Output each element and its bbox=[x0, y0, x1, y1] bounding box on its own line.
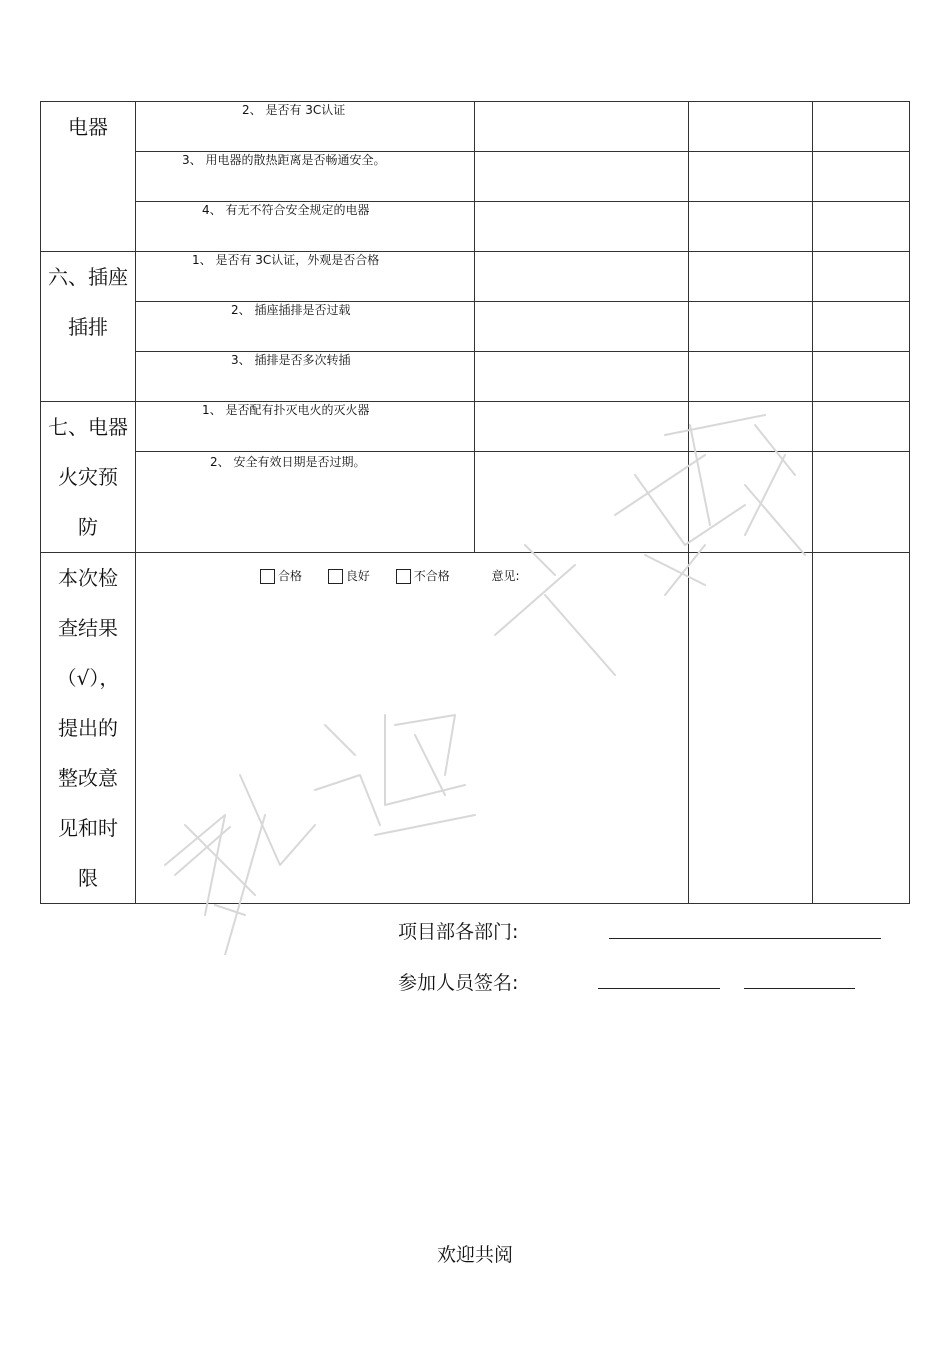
blank-cell[interactable] bbox=[475, 152, 689, 202]
result-cell bbox=[136, 553, 689, 904]
checkbox[interactable] bbox=[260, 569, 275, 584]
blank-cell[interactable] bbox=[475, 102, 689, 152]
dept-label: 项目部各部门: bbox=[398, 921, 519, 943]
blank-cell[interactable] bbox=[813, 452, 910, 553]
opinion-label: 意见: bbox=[491, 569, 520, 583]
blank-cell[interactable] bbox=[813, 202, 910, 252]
blank-cell[interactable] bbox=[475, 202, 689, 252]
check-item-text: 2、 安全有效日期是否过期。 bbox=[210, 455, 366, 470]
category-label: 火灾预 bbox=[58, 465, 118, 489]
check-item bbox=[136, 102, 475, 152]
category-fire bbox=[41, 402, 136, 553]
table-row bbox=[41, 452, 910, 553]
option-good-label: 良好 bbox=[345, 569, 370, 583]
category-label: 插排 bbox=[68, 315, 108, 339]
category-label: 电器 bbox=[68, 115, 108, 139]
checkbox[interactable] bbox=[328, 569, 343, 584]
blank-cell[interactable] bbox=[813, 252, 910, 302]
category-label: （√）， bbox=[56, 666, 120, 690]
table-row bbox=[41, 352, 910, 402]
blank-cell[interactable] bbox=[689, 553, 813, 904]
blank-cell[interactable] bbox=[475, 252, 689, 302]
category-label: 本次检 bbox=[58, 566, 118, 590]
inspection-table bbox=[40, 101, 910, 904]
people-label: 参加人员签名: bbox=[398, 972, 519, 994]
category-label: 防 bbox=[78, 515, 98, 539]
blank-cell[interactable] bbox=[813, 553, 910, 904]
check-item bbox=[136, 352, 475, 402]
check-item-text: 1、 是否有 3C认证，外观是否合格 bbox=[192, 253, 380, 267]
option-pass[interactable] bbox=[260, 567, 302, 584]
blank-cell[interactable] bbox=[689, 202, 813, 252]
signature-line[interactable] bbox=[598, 988, 720, 989]
signature-line[interactable] bbox=[744, 988, 855, 989]
table-row bbox=[41, 102, 910, 152]
blank-cell[interactable] bbox=[689, 402, 813, 452]
blank-cell[interactable] bbox=[813, 152, 910, 202]
check-item bbox=[136, 402, 475, 452]
option-pass-label: 合格 bbox=[278, 569, 303, 583]
table-row bbox=[41, 302, 910, 352]
dept-signature-line[interactable] bbox=[609, 938, 881, 939]
blank-cell[interactable] bbox=[689, 252, 813, 302]
option-fail[interactable] bbox=[396, 567, 450, 584]
blank-cell[interactable] bbox=[813, 302, 910, 352]
blank-cell[interactable] bbox=[689, 152, 813, 202]
blank-cell[interactable] bbox=[475, 302, 689, 352]
category-label: 整改意 bbox=[58, 766, 118, 790]
category-label: 七、电器 bbox=[48, 415, 128, 439]
check-item-text: 4、 有无不符合安全规定的电器 bbox=[202, 203, 370, 217]
check-item-text: 1、 是否配有扑灭电火的灭火器 bbox=[202, 403, 370, 417]
blank-cell[interactable] bbox=[475, 352, 689, 402]
footer-text: 欢迎共阅 bbox=[436, 1244, 513, 1266]
blank-cell[interactable] bbox=[689, 352, 813, 402]
category-result bbox=[41, 553, 136, 904]
check-item-text: 2、 插座插排是否过载 bbox=[231, 303, 351, 317]
blank-cell[interactable] bbox=[689, 452, 813, 553]
table-row bbox=[41, 252, 910, 302]
category-label: 见和时 bbox=[58, 816, 118, 840]
table-row bbox=[41, 202, 910, 252]
check-item bbox=[136, 152, 475, 202]
check-item bbox=[136, 452, 475, 553]
check-item bbox=[136, 252, 475, 302]
checkbox[interactable] bbox=[396, 569, 411, 584]
check-item-text: 3、 插排是否多次转插 bbox=[231, 353, 351, 367]
blank-cell[interactable] bbox=[813, 352, 910, 402]
table-row bbox=[41, 152, 910, 202]
option-good[interactable] bbox=[328, 567, 370, 584]
category-label: 限 bbox=[78, 866, 98, 890]
blank-cell[interactable] bbox=[813, 402, 910, 452]
category-socket bbox=[41, 252, 136, 402]
check-item bbox=[136, 202, 475, 252]
table-row bbox=[41, 402, 910, 452]
blank-cell[interactable] bbox=[475, 452, 689, 553]
option-fail-label: 不合格 bbox=[413, 569, 450, 583]
check-item bbox=[136, 302, 475, 352]
result-options bbox=[260, 567, 520, 584]
blank-cell[interactable] bbox=[813, 102, 910, 152]
category-label: 提出的 bbox=[58, 716, 118, 740]
blank-cell[interactable] bbox=[689, 302, 813, 352]
blank-cell[interactable] bbox=[475, 402, 689, 452]
table-row bbox=[41, 553, 910, 904]
check-item-text: 2、 是否有 3C认证 bbox=[242, 103, 346, 117]
category-label: 查结果 bbox=[58, 616, 118, 640]
check-item-text: 3、 用电器的散热距离是否畅通安全。 bbox=[182, 153, 386, 167]
blank-cell[interactable] bbox=[689, 102, 813, 152]
category-label: 六、插座 bbox=[48, 265, 128, 289]
category-electrical bbox=[41, 102, 136, 252]
